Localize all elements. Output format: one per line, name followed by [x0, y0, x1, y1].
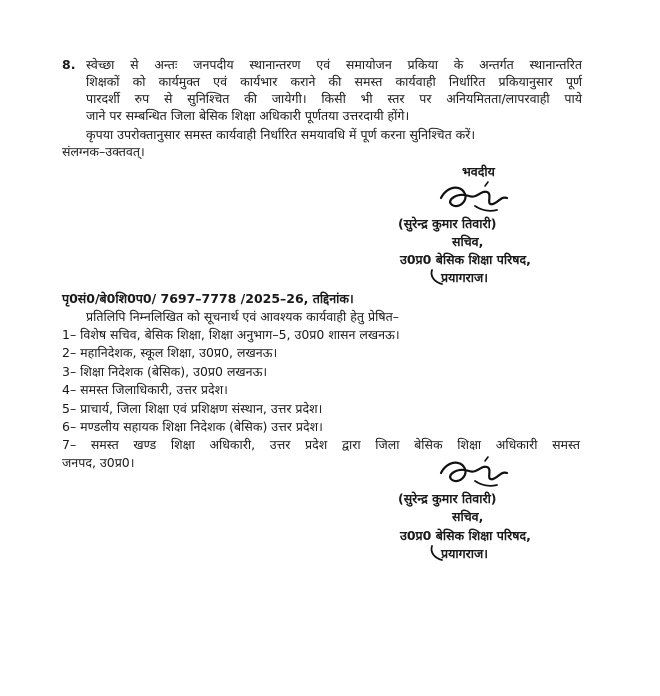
para-8-line-3: पारदर्शी रुप से सुनिश्चित की जायेगी। किसी भी स्तर पर अनियमितता/लापरवाही पाये [86, 91, 582, 106]
signatory-city-1: प्रयागराज। [441, 270, 489, 285]
copy-intro: प्रतिलिपि निम्नलिखित को सूचनार्थ एवं आवश्यक कार्यवाही हेतु प्रेषित– [86, 309, 399, 324]
signature-image-1 [435, 180, 515, 220]
recipient-7: 7– समस्त खण्ड शिक्षा अधिकारी, उत्तर प्रदेश द्वारा जिला बेसिक शिक्षा अधिकारी समस्त [62, 437, 580, 452]
recipient-5: 5– प्राचार्य, जिला शिक्षा एवं प्रशिक्षण संस्थान, उत्तर प्रदेश। [62, 401, 323, 416]
recipient-6: 6– मण्डलीय सहायक शिक्षा निदेशक (बेसिक) उत्तर प्रदेश। [62, 419, 323, 434]
recipient-7-continued: जनपद, उ0प्र0। [62, 455, 135, 470]
signatory-name-2: (सुरेन्द्र कुमार तिवारी) [398, 491, 497, 506]
recipient-3: 3– शिक्षा निदेशक (बेसिक), उ0प्र0 लखनऊ। [62, 364, 268, 379]
enclosure-text: संलग्नक–उक्तवत्। [62, 144, 145, 159]
signatory-designation-2: सचिव, [452, 509, 484, 524]
signatory-city-2: प्रयागराज। [441, 546, 489, 561]
salutation: भवदीय [462, 164, 495, 179]
para-8-line-1: स्वेच्छा से अन्तः जनपदीय स्थानान्तरण एवं समायोजन प्रकिया के अन्तर्गत स्थानान्तरित [86, 57, 582, 72]
recipient-1: 1– विशेष सचिव, बेसिक शिक्षा, शिक्षा अनुभाग–5, उ0प्र0 शासन लखनऊ। [62, 327, 400, 342]
recipient-4: 4– समस्त जिलाधिकारी, उत्तर प्रदेश। [62, 382, 228, 397]
para-8-line-2: शिक्षकों को कार्यमुक्त एवं कार्यभार कराने की समस्त कार्यवाही निर्धारित प्रकियानुसार पूर्ण [86, 74, 582, 89]
signatory-office-2: उ0प्र0 बेसिक शिक्षा परिषद, [400, 528, 531, 543]
signature-image-2 [435, 455, 515, 495]
instruction-text: कृपया उपरोक्तानुसार समस्त कार्यवाही निर्धारित समयावधि में पूर्ण करना सुनिश्चित करें। [86, 127, 476, 142]
recipient-2: 2– महानिदेशक, स्कूल शिक्षा, उ0प्र0, लखनऊ। [62, 345, 278, 360]
reference-number: पृ0सं0/बे0शि0प0/ 7697–7778 /2025–26, तद्दिनांक। [62, 291, 354, 306]
para-8-number: 8. [62, 57, 76, 72]
para-8-line-4: जाने पर सम्बन्धित जिला बेसिक शिक्षा अधिकारी पूर्णतया उत्तरदायी होंगे। [86, 108, 410, 123]
signatory-designation-1: सचिव, [452, 234, 484, 249]
signatory-name-1: (सुरेन्द्र कुमार तिवारी) [398, 216, 497, 231]
signatory-office-1: उ0प्र0 बेसिक शिक्षा परिषद, [400, 252, 531, 267]
